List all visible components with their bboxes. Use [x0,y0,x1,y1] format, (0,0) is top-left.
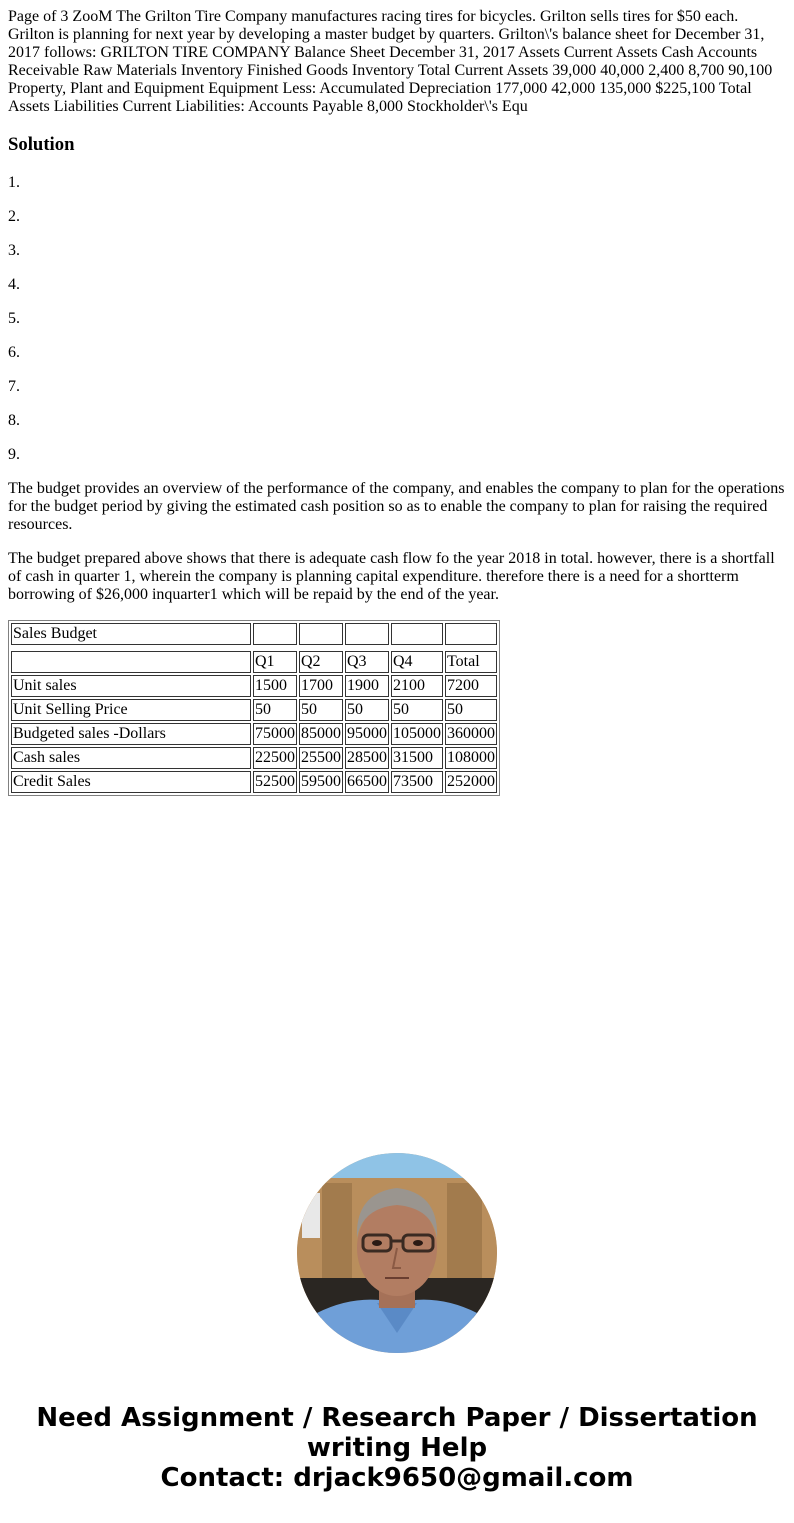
column-header-q2: Q2 [299,651,343,673]
column-header-q1: Q1 [253,651,297,673]
table-title-row [11,623,497,645]
cell-q2: 85000 [299,723,343,745]
table-row [11,675,497,697]
table-cell-empty [345,623,389,645]
cell-q4: 31500 [391,747,443,769]
solution-step-7: 7. [8,378,20,395]
cell-total: 252000 [445,771,497,793]
cell-q2: 59500 [299,771,343,793]
cell-total: 7200 [445,675,497,697]
table-header-row [11,651,497,673]
solution-step-4: 4. [8,276,20,293]
cell-q4: 2100 [391,675,443,697]
solution-heading: Solution [8,134,75,155]
row-label: Cash sales [11,747,251,769]
cell-q1: 75000 [253,723,297,745]
solution-step-2: 2. [8,208,20,225]
column-header-q3: Q3 [345,651,389,673]
question-text: Page of 3 ZooM The Grilton Tire Company manufactures racing tires for bicycles. Grilton sells tires for $50 each. Grilton is planning for next year by developing a master budget by quarters. Grilton\'s balance sheet for December 31, 2017 follows: GRILTON TIRE COMPANY Balance Sheet December 31, 2017 Assets Current Assets Cash Accounts Receivable Raw Materials Inventory Finished Goods Inventory Total Current Assets 39,000 40,000 2,400 8,700 90,100 Property, Plant and Equipment Equipment Less: Accumulated Depreciation 177,000 42,000 135,000 $225,100 Total Assets Liabilities Current Liabilities: Accounts Payable 8,000 Stockholder\'s Equ [8,8,773,115]
promo-line-2: writing Help [306,1433,488,1463]
solution-paragraph-cashflow: The budget prepared above shows that there is adequate cash flow fo the year 2018 in total. however, there is a shortfall of cash in quarter 1, wherein the company is planning capital expenditure. therefore there is a need for a shortterm borrowing of $26,000 inquarter1 which will be repaid by the end of the year. [8,550,775,603]
cell-total: 108000 [445,747,497,769]
cell-q2: 50 [299,699,343,721]
cell-q3: 1900 [345,675,389,697]
cell-q4: 50 [391,699,443,721]
solution-step-3: 3. [8,242,20,259]
cell-q1: 1500 [253,675,297,697]
promo-banner [0,1403,794,1493]
cell-q3: 66500 [345,771,389,793]
solution-step-1: 1. [8,174,20,191]
cell-q2: 1700 [299,675,343,697]
promo-line-1: Need Assignment / Research Paper / Dissertation [36,1403,758,1433]
table-row [11,771,497,793]
cell-q3: 28500 [345,747,389,769]
solution-step-9: 9. [8,446,20,463]
table-cell-empty [253,623,297,645]
table-row [11,723,497,745]
cell-total: 360000 [445,723,497,745]
table-cell-empty [299,623,343,645]
row-label: Credit Sales [11,771,251,793]
column-header-q4: Q4 [391,651,443,673]
row-label: Unit Selling Price [11,699,251,721]
promo-contact: Contact: drjack9650@gmail.com [160,1463,634,1493]
cell-q3: 50 [345,699,389,721]
cell-q1: 50 [253,699,297,721]
table-cell-empty [445,623,497,645]
column-header-total: Total [445,651,497,673]
cell-q1: 52500 [253,771,297,793]
table-row [11,699,497,721]
cell-total: 50 [445,699,497,721]
solution-step-5: 5. [8,310,20,327]
row-label: Unit sales [11,675,251,697]
cell-q3: 95000 [345,723,389,745]
table-cell-empty [391,623,443,645]
table-row [11,747,497,769]
cell-q2: 25500 [299,747,343,769]
row-label: Budgeted sales -Dollars [11,723,251,745]
sales-budget-table [8,620,500,796]
table-title: Sales Budget [11,623,251,645]
cell-q4: 73500 [391,771,443,793]
solution-step-8: 8. [8,412,20,429]
cell-q1: 22500 [253,747,297,769]
solution-step-6: 6. [8,344,20,361]
solution-paragraph-overview: The budget provides an overview of the performance of the company, and enables the company to plan for the operations for the budget period by giving the estimated cash position so as to enable the company to plan for raising the required resources. [8,480,785,533]
cell-q4: 105000 [391,723,443,745]
column-header-label [11,651,251,673]
avatar [297,1153,497,1353]
tutor-photo-icon [297,1153,497,1353]
